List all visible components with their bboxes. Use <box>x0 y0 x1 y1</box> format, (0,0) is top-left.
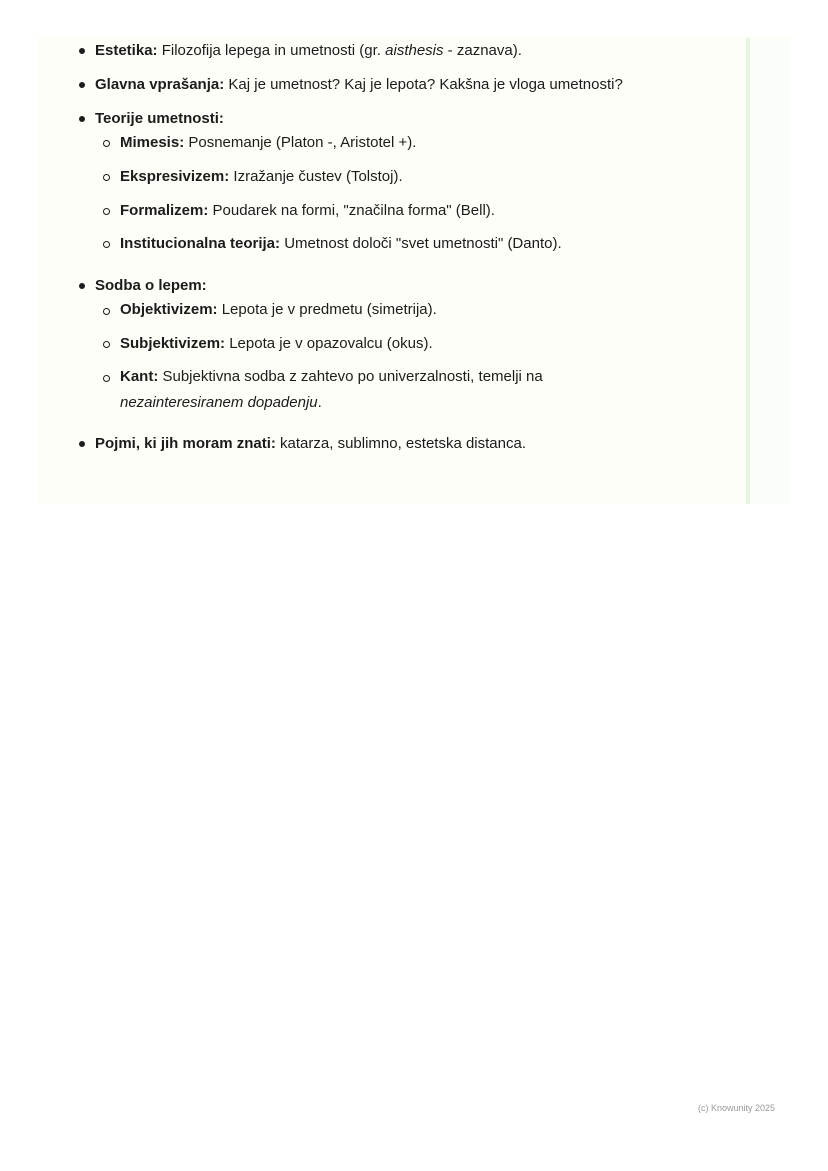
text-kant: Subjektivna sodba z zahtevo po univerzalnosti, temelji na <box>158 368 543 385</box>
text-subjektivizem: Lepota je v opazovalcu (okus). <box>225 335 433 352</box>
sub-item-mimesis <box>120 133 416 153</box>
sub-item-kant-continued <box>120 393 322 413</box>
list-item-teorije <box>95 109 224 129</box>
list-item-estetika <box>95 41 522 61</box>
term-glavna-vprasanja: Glavna vprašanja: <box>95 76 225 93</box>
term-institucionalna: Institucionalna teorija: <box>120 235 281 252</box>
summary-accent-shade <box>750 38 790 504</box>
text-kant-end: . <box>317 394 322 411</box>
sub-item-subjektivizem <box>120 334 433 354</box>
term-formalizem: Formalizem: <box>120 202 209 219</box>
text-ekspresivizem: Izražanje čustev (Tolstoj). <box>229 168 403 185</box>
italic-aisthesis: aisthesis <box>385 42 444 59</box>
bullet-icon <box>79 48 85 54</box>
sub-item-formalizem <box>120 201 495 221</box>
term-objektivizem: Objektivizem: <box>120 301 218 318</box>
sub-bullet-icon <box>103 174 110 181</box>
text-formalizem: Poudarek na formi, "značilna forma" (Bell). <box>208 202 495 219</box>
term-subjektivizem: Subjektivizem: <box>120 335 226 352</box>
sub-bullet-icon <box>103 375 110 382</box>
sub-item-ekspresivizem <box>120 167 403 187</box>
list-item-pojmi <box>95 434 526 454</box>
text-pojmi: katarza, sublimno, estetska distanca. <box>275 435 526 452</box>
sub-bullet-icon <box>103 208 110 215</box>
term-kant: Kant: <box>120 368 159 385</box>
text-estetika: Filozofija lepega in umetnosti (gr. <box>157 42 386 59</box>
term-sodba: Sodba o lepem: <box>95 277 207 294</box>
bullet-icon <box>79 82 85 88</box>
text-objektivizem: Lepota je v predmetu (simetrija). <box>217 301 437 318</box>
term-mimesis: Mimesis: <box>120 134 185 151</box>
sub-item-objektivizem <box>120 300 437 320</box>
sub-bullet-icon <box>103 341 110 348</box>
sub-item-institucionalna <box>120 234 562 254</box>
bullet-icon <box>79 283 85 289</box>
bullet-icon <box>79 116 85 122</box>
summary-accent-bar <box>746 38 750 504</box>
sub-item-kant <box>120 367 543 387</box>
text-estetika-end: - zaznava). <box>443 42 522 59</box>
text-mimesis: Posnemanje (Platon -, Aristotel +). <box>184 134 417 151</box>
list-item-sodba <box>95 276 207 296</box>
list-item-glavna-vprasanja <box>95 75 623 95</box>
term-pojmi: Pojmi, ki jih moram znati: <box>95 435 276 452</box>
text-institucionalna: Umetnost določi "svet umetnosti" (Danto). <box>280 235 562 252</box>
sub-bullet-icon <box>103 308 110 315</box>
term-ekspresivizem: Ekspresivizem: <box>120 168 230 185</box>
text-glavna-vprasanja: Kaj je umetnost? Kaj je lepota? Kakšna je vloga umetnosti? <box>224 76 623 93</box>
sub-bullet-icon <box>103 140 110 147</box>
bullet-icon <box>79 441 85 447</box>
term-teorije: Teorije umetnosti: <box>95 110 224 127</box>
sub-bullet-icon <box>103 241 110 248</box>
copyright-footer: (c) Knowunity 2025 <box>697 1103 775 1113</box>
italic-nezainteresiranem: nezainteresiranem dopadenju <box>120 394 318 411</box>
term-estetika: Estetika: <box>95 42 158 59</box>
